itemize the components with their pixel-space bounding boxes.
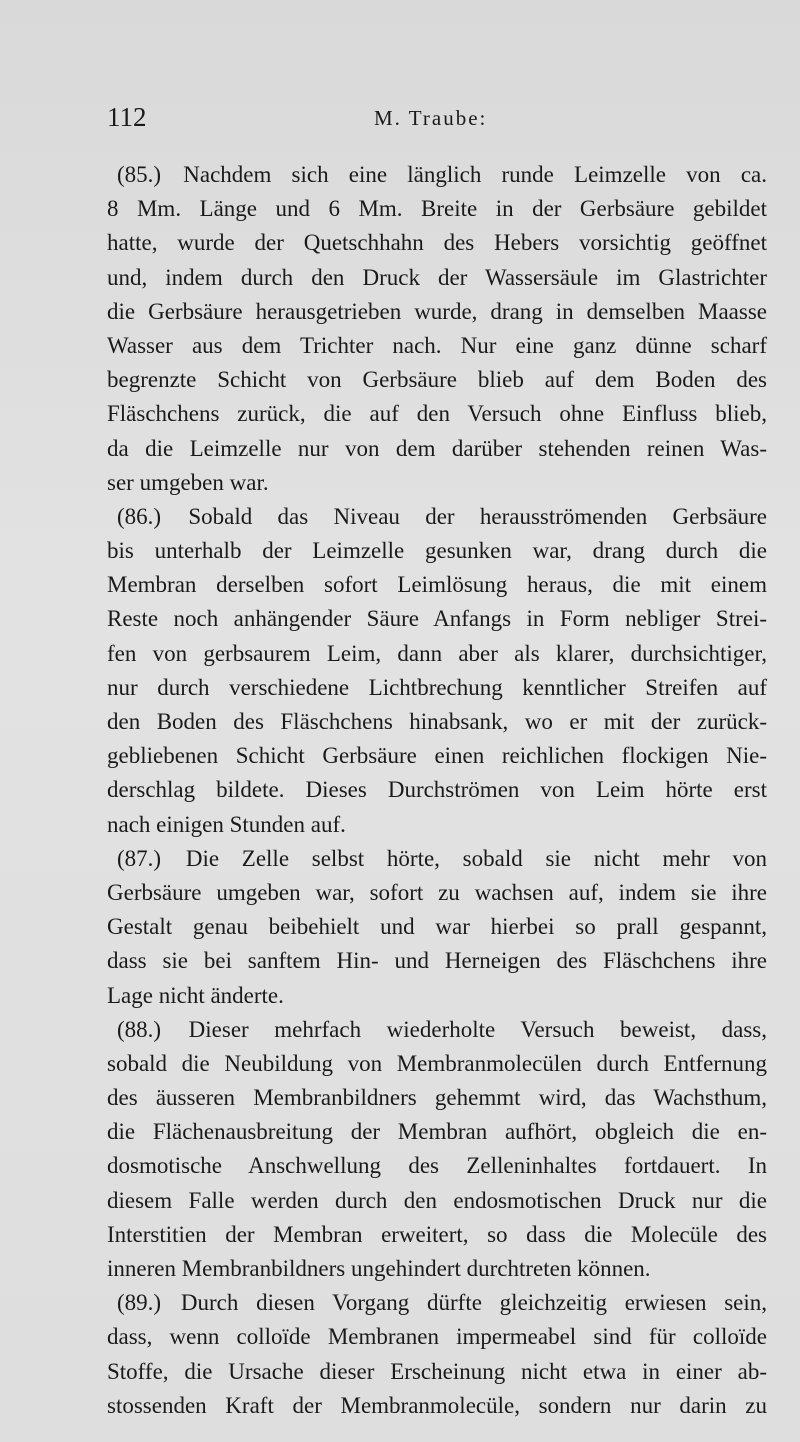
paragraph-number: (89.) [117, 1290, 162, 1316]
text-line: begrenzte Schicht von Gerbsäure blieb auf dem Boden des [107, 367, 767, 393]
text-line [107, 1013, 767, 1047]
running-head: M. Traube: [374, 106, 488, 130]
paragraph-86 [107, 500, 767, 842]
text-line [107, 158, 767, 192]
paragraph-number: (85.) [117, 162, 162, 187]
text-line: gebliebenen Schicht Gerbsäure einen reichlichen flockigen Nie- [107, 743, 767, 769]
text-line [107, 500, 767, 534]
paragraph-89 [107, 1286, 767, 1423]
page-header [107, 102, 767, 138]
text-line: und, indem durch den Druck der Wassersäule im Glastrichter [107, 264, 767, 290]
text-line: fen von gerbsaurem Leim, dann aber als klarer, durchsichtiger, [107, 640, 767, 666]
text-line: Lage nicht änderte. [107, 982, 284, 1008]
text-line: hatte, wurde der Quetschhahn des Hebers vorsichtig geöffnet [107, 230, 767, 256]
paragraph-number: (87.) [117, 845, 162, 871]
text-line: dosmotische Anschwellung des Zelleninhaltes fortdauert. In [107, 1153, 767, 1179]
text-line [107, 1286, 767, 1320]
text-line: dass sie bei sanftem Hin- und Herneigen des Fläschchens ihre [107, 948, 767, 974]
text-line: ser umgeben war. [107, 469, 269, 495]
text-line: Membran derselben sofort Leimlösung heraus, die mit einem [107, 572, 767, 598]
text-line: nur durch verschiedene Lichtbrechung kenntlicher Streifen auf [107, 674, 767, 700]
body-text [107, 158, 767, 1423]
text-line: des äusseren Membranbildners gehemmt wird, das Wachsthum, [107, 1085, 767, 1111]
text-line: Gestalt genau beibehielt und war hierbei so prall gespannt, [107, 914, 767, 940]
page-number: 112 [107, 102, 147, 132]
text-line: die Gerbsäure herausgetrieben wurde, drang in demselben Maasse [107, 298, 767, 324]
text-line: stossenden Kraft der Membranmolecüle, sondern nur darin zu [107, 1392, 767, 1418]
text-line: Wasser aus dem Trichter nach. Nur eine ganz dünne scharf [107, 332, 767, 358]
text-line: nach einigen Stunden auf. [107, 811, 346, 837]
text-line: inneren Membranbildners ungehindert durchtreten können. [107, 1256, 651, 1281]
text-line: die Flächenausbreitung der Membran aufhört, obgleich die en- [107, 1119, 767, 1145]
text-line: Gerbsäure umgeben war, sofort zu wachsen auf, indem sie ihre [107, 879, 767, 905]
text-line: da die Leimzelle nur von dem darüber stehenden reinen Was- [107, 435, 767, 461]
line-text: Durch diesen Vorgang dürfte gleichzeitig erwiesen sein, [180, 1290, 768, 1316]
line-text: Sobald das Niveau der herausströmenden Gerbsäure [188, 503, 767, 529]
text-line: Reste noch anhängender Säure Anfangs in Form nebliger Strei- [107, 606, 767, 632]
text-line: dass, wenn colloïde Membranen impermeabel sind für colloïde [107, 1324, 767, 1350]
text-line [107, 842, 767, 876]
text-line: den Boden des Fläschchens hinabsank, wo er mit der zurück- [107, 709, 767, 734]
text-line: 8 Mm. Länge und 6 Mm. Breite in der Gerbsäure gebildet [107, 196, 767, 222]
line-text: Die Zelle selbst hörte, sobald sie nicht mehr von [185, 845, 767, 871]
paragraph-85 [107, 158, 767, 500]
line-text: Nachdem sich eine länglich runde Leimzelle von ca. [183, 162, 767, 187]
paragraph-number: (86.) [117, 503, 162, 529]
text-line: Fläschchens zurück, die auf den Versuch ohne Einfluss blieb, [107, 401, 767, 427]
text-line: derschlag bildete. Dieses Durchströmen von Leim hörte erst [107, 777, 767, 803]
text-line: Interstitien der Membran erweitert, so dass die Molecüle des [107, 1221, 767, 1247]
text-line: bis unterhalb der Leimzelle gesunken war, drang durch die [107, 538, 767, 564]
paragraph-88 [107, 1013, 767, 1287]
text-line: Stoffe, die Ursache dieser Erscheinung nicht etwa in einer ab- [107, 1358, 767, 1384]
paragraph-number: (88.) [117, 1016, 162, 1042]
text-line: diesem Falle werden durch den endosmotischen Druck nur die [107, 1187, 767, 1213]
line-text: Dieser mehrfach wiederholte Versuch beweist, dass, [188, 1016, 767, 1042]
text-line: sobald die Neubildung von Membranmolecülen durch Entfernung [107, 1050, 767, 1076]
paragraph-87 [107, 842, 767, 1013]
